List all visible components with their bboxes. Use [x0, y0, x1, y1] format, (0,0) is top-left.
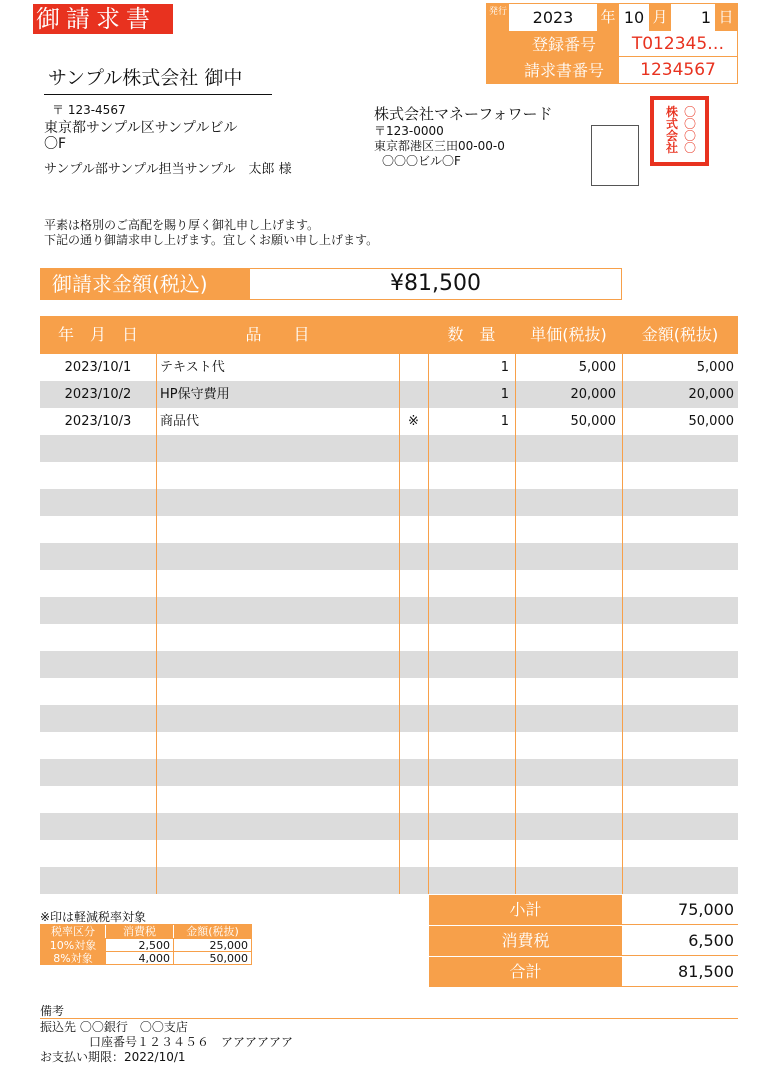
- empty-cell: [515, 759, 622, 786]
- empty-cell: [622, 435, 738, 462]
- empty-cell: [428, 489, 515, 516]
- tax-rate-8: 8%対象: [41, 952, 105, 964]
- empty-cell: [622, 759, 738, 786]
- empty-cell: [622, 516, 738, 543]
- empty-cell: [156, 759, 399, 786]
- empty-cell: [40, 435, 156, 462]
- subtotal-value: 75,000: [622, 895, 738, 925]
- row-item: HP保守費用: [160, 387, 230, 402]
- empty-table-row: [40, 651, 738, 678]
- column-divider: [156, 354, 157, 894]
- empty-cell: [156, 624, 399, 651]
- empty-cell: [622, 624, 738, 651]
- tax-10-amount: 25,000: [173, 939, 251, 951]
- header-date: 年 月 日: [57, 325, 138, 344]
- tax-label: 消費税: [429, 926, 622, 956]
- empty-cell: [156, 867, 399, 894]
- issue-label: 発行: [487, 4, 509, 31]
- tax-8-tax: 4,000: [105, 952, 173, 964]
- empty-table-row: [40, 786, 738, 813]
- remarks-due-date: お支払い期限：2022/10/1: [40, 1050, 186, 1064]
- empty-cell: [428, 624, 515, 651]
- empty-cell: [40, 759, 156, 786]
- empty-cell: [622, 813, 738, 840]
- empty-cell: [399, 435, 428, 462]
- client-name: サンプル株式会社 御中: [44, 63, 272, 95]
- empty-cell: [156, 462, 399, 489]
- issuer-address2: 〇〇〇ビル〇F: [382, 154, 461, 168]
- empty-cell: [622, 705, 738, 732]
- empty-cell: [399, 867, 428, 894]
- subtotal-label: 小計: [429, 895, 622, 925]
- empty-cell: [156, 678, 399, 705]
- empty-cell: [622, 867, 738, 894]
- empty-table-row: [40, 435, 738, 462]
- empty-cell: [156, 435, 399, 462]
- column-divider: [515, 354, 516, 894]
- greeting-line1: 平素は格別のご高配を賜り厚く御礼申し上げます。: [44, 218, 320, 232]
- empty-cell: [515, 435, 622, 462]
- empty-cell: [40, 597, 156, 624]
- row-unit-price: 5,000: [578, 360, 616, 375]
- empty-cell: [428, 840, 515, 867]
- empty-cell: [515, 813, 622, 840]
- empty-cell: [40, 462, 156, 489]
- empty-cell: [399, 624, 428, 651]
- table-row: [40, 354, 738, 381]
- greeting-line2: 下記の通り御請求申し上げます。宜しくお願い申し上げます。: [44, 233, 379, 247]
- empty-cell: [622, 462, 738, 489]
- empty-cell: [399, 813, 428, 840]
- document-title: 御請求書: [33, 4, 173, 34]
- empty-cell: [40, 516, 156, 543]
- empty-cell: [399, 732, 428, 759]
- empty-table-row: [40, 678, 738, 705]
- empty-table-row: [40, 543, 738, 570]
- invoice-number: 1234567: [640, 60, 716, 80]
- company-seal: [650, 96, 709, 166]
- empty-cell: [515, 516, 622, 543]
- total-amount: ¥81,500: [250, 268, 622, 300]
- seal-circle: 〇: [684, 129, 697, 143]
- table-row: [40, 408, 738, 435]
- registration-label: 登録番号: [509, 31, 619, 57]
- empty-cell: [515, 462, 622, 489]
- empty-cell: [40, 678, 156, 705]
- header-unit-price: 単価(税抜): [530, 325, 607, 344]
- column-divider: [428, 354, 429, 894]
- empty-cell: [40, 651, 156, 678]
- empty-cell: [399, 570, 428, 597]
- empty-cell: [515, 651, 622, 678]
- row-mark: [399, 381, 428, 408]
- header-amount: 金額(税抜): [641, 325, 719, 344]
- empty-cell: [40, 489, 156, 516]
- reduced-tax-note: ※印は軽減税率対象: [40, 910, 147, 924]
- day-unit: 日: [715, 4, 737, 31]
- column-divider: [399, 354, 400, 894]
- empty-cell: [40, 570, 156, 597]
- tax-rate-10: 10%対象: [41, 939, 105, 951]
- empty-cell: [40, 840, 156, 867]
- header-info-box: [486, 3, 738, 84]
- empty-cell: [428, 570, 515, 597]
- empty-table-row: [40, 462, 738, 489]
- empty-cell: [428, 678, 515, 705]
- year-unit: 年: [597, 4, 619, 31]
- empty-cell: [156, 489, 399, 516]
- empty-cell: [622, 597, 738, 624]
- empty-cell: [515, 732, 622, 759]
- seal-char: 社: [666, 141, 679, 155]
- empty-cell: [156, 651, 399, 678]
- seal-char: 会: [666, 129, 679, 143]
- grand-total-value: 81,500: [622, 957, 738, 987]
- empty-cell: [428, 786, 515, 813]
- empty-cell: [428, 597, 515, 624]
- empty-cell: [428, 705, 515, 732]
- empty-cell: [40, 543, 156, 570]
- row-unit-price: 50,000: [570, 414, 616, 429]
- empty-cell: [399, 462, 428, 489]
- issue-month: 10: [623, 8, 645, 27]
- empty-cell: [40, 786, 156, 813]
- empty-cell: [399, 759, 428, 786]
- header-item: 品 目: [245, 325, 310, 344]
- empty-cell: [428, 435, 515, 462]
- empty-cell: [622, 786, 738, 813]
- empty-cell: [399, 597, 428, 624]
- row-qty: 1: [500, 360, 509, 375]
- empty-cell: [428, 462, 515, 489]
- empty-table-row: [40, 597, 738, 624]
- header-qty: 数 量: [447, 325, 496, 344]
- empty-cell: [515, 489, 622, 516]
- empty-cell: [622, 678, 738, 705]
- empty-cell: [515, 570, 622, 597]
- empty-table-row: [40, 705, 738, 732]
- issue-year: 2023: [532, 8, 574, 27]
- tax-10-tax: 2,500: [105, 939, 173, 951]
- seal-circle: 〇: [684, 105, 697, 119]
- empty-cell: [428, 867, 515, 894]
- empty-table-row: [40, 732, 738, 759]
- empty-cell: [156, 786, 399, 813]
- empty-table-row: [40, 624, 738, 651]
- tax-header-rate: 税率区分: [41, 925, 105, 938]
- empty-cell: [156, 516, 399, 543]
- empty-cell: [428, 651, 515, 678]
- total-amount-label: 御請求金額(税込): [40, 268, 250, 300]
- empty-cell: [156, 840, 399, 867]
- remarks-bank: 振込先 〇〇銀行 〇〇支店: [40, 1020, 188, 1034]
- header-mark: [399, 316, 428, 354]
- row-date: 2023/10/3: [64, 414, 132, 429]
- client-postal: 〒 123-4567: [52, 103, 126, 117]
- items-table: [40, 316, 738, 894]
- empty-cell: [515, 597, 622, 624]
- client-contact: サンプル部サンプル担当サンプル 太郎 様: [44, 162, 292, 177]
- empty-cell: [156, 732, 399, 759]
- empty-cell: [515, 867, 622, 894]
- empty-cell: [428, 759, 515, 786]
- empty-cell: [399, 489, 428, 516]
- month-unit: 月: [649, 4, 671, 31]
- empty-table-row: [40, 813, 738, 840]
- empty-cell: [622, 570, 738, 597]
- empty-table-row: [40, 759, 738, 786]
- empty-cell: [156, 597, 399, 624]
- empty-cell: [515, 786, 622, 813]
- row-date: 2023/10/1: [64, 360, 132, 375]
- seal-char: 式: [666, 117, 679, 131]
- seal-circle: 〇: [684, 141, 697, 155]
- tax-header-amount: 金額(税抜): [173, 925, 251, 938]
- issuer-address1: 東京都港区三田00-00-0: [374, 139, 505, 153]
- row-qty: 1: [500, 387, 509, 402]
- stamp-box: [591, 125, 639, 186]
- empty-cell: [428, 516, 515, 543]
- empty-cell: [40, 705, 156, 732]
- empty-cell: [399, 516, 428, 543]
- empty-cell: [40, 813, 156, 840]
- empty-cell: [156, 813, 399, 840]
- column-divider: [622, 354, 623, 894]
- row-amount: 5,000: [696, 360, 734, 375]
- row-date: 2023/10/2: [64, 387, 132, 402]
- issuer-postal: 〒123-0000: [374, 124, 444, 138]
- empty-cell: [515, 705, 622, 732]
- empty-cell: [515, 543, 622, 570]
- registration-number: T012345…: [619, 31, 737, 57]
- empty-table-row: [40, 516, 738, 543]
- issue-day: 1: [700, 8, 711, 27]
- table-body: [40, 354, 738, 894]
- seal-circle: 〇: [684, 117, 697, 131]
- empty-cell: [40, 867, 156, 894]
- empty-cell: [399, 543, 428, 570]
- empty-cell: [622, 543, 738, 570]
- tax-header-tax: 消費税: [105, 925, 173, 938]
- table-header: [40, 316, 738, 354]
- row-unit-price: 20,000: [570, 387, 616, 402]
- empty-table-row: [40, 489, 738, 516]
- empty-cell: [156, 705, 399, 732]
- tax-breakdown-table: [40, 924, 252, 965]
- empty-cell: [428, 543, 515, 570]
- row-amount: 20,000: [688, 387, 734, 402]
- row-qty: 1: [500, 414, 509, 429]
- empty-cell: [156, 543, 399, 570]
- issuer-company: 株式会社マネーフォワード: [374, 105, 553, 123]
- empty-cell: [622, 732, 738, 759]
- row-mark: [399, 354, 428, 381]
- empty-cell: [515, 678, 622, 705]
- empty-cell: [399, 705, 428, 732]
- row-item: テキスト代: [160, 360, 225, 375]
- empty-cell: [428, 813, 515, 840]
- empty-cell: [622, 651, 738, 678]
- client-address1: 東京都サンプル区サンプルビル: [44, 120, 238, 136]
- row-item: 商品代: [160, 414, 200, 429]
- remarks-label: 備考: [40, 1004, 738, 1019]
- empty-cell: [515, 624, 622, 651]
- seal-char: 株: [666, 105, 679, 119]
- empty-cell: [515, 840, 622, 867]
- row-mark: ※: [408, 414, 419, 429]
- empty-cell: [399, 651, 428, 678]
- empty-table-row: [40, 867, 738, 894]
- remarks-account: 口座番号１２３４５６ アアアアアア: [89, 1035, 294, 1049]
- empty-table-row: [40, 570, 738, 597]
- client-address2: 〇F: [44, 136, 67, 152]
- empty-cell: [156, 570, 399, 597]
- empty-cell: [399, 840, 428, 867]
- grand-total-label: 合計: [429, 957, 622, 987]
- empty-cell: [399, 678, 428, 705]
- empty-cell: [40, 624, 156, 651]
- table-row: [40, 381, 738, 408]
- tax-8-amount: 50,000: [173, 952, 251, 964]
- tax-value: 6,500: [622, 926, 738, 956]
- empty-table-row: [40, 840, 738, 867]
- invoice-number-label: 請求書番号: [509, 57, 619, 83]
- empty-cell: [622, 840, 738, 867]
- empty-cell: [428, 732, 515, 759]
- header-left-band: [487, 31, 509, 83]
- empty-cell: [399, 786, 428, 813]
- empty-cell: [622, 489, 738, 516]
- empty-cell: [40, 732, 156, 759]
- row-amount: 50,000: [688, 414, 734, 429]
